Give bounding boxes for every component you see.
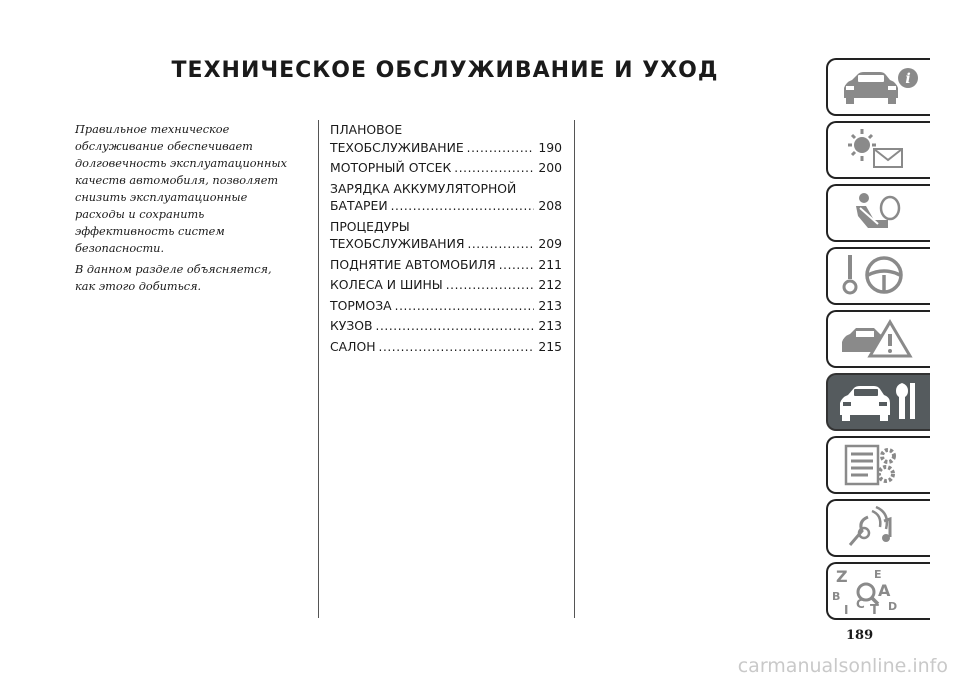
toc-entry-label: ПОДНЯТИЕ АВТОМОБИЛЯ	[330, 256, 496, 272]
index-letter-i: I	[844, 603, 849, 617]
toc-entry-label: КУЗОВ	[330, 318, 373, 333]
index-letter-b: B	[832, 590, 841, 603]
tab-warning-lights[interactable]	[826, 121, 930, 179]
toc-entry-label: КОЛЕСА И ШИНЫ	[330, 277, 443, 292]
toc-entry-line1: ЗАРЯДКА АККУМУЛЯТОРНОЙ	[330, 180, 517, 196]
svg-text:i: i	[905, 71, 911, 87]
toc-entry-page: 215	[538, 338, 562, 354]
toc-entry-page: 212	[538, 277, 562, 292]
car-info-icon	[828, 60, 930, 114]
chapter-tabs	[826, 58, 930, 625]
toc-entry-page: 190	[538, 139, 562, 155]
toc-leader	[467, 235, 534, 254]
toc-leader	[467, 139, 535, 158]
specs-gear-icon	[828, 438, 930, 492]
index-letter-t: T	[870, 603, 879, 618]
page-number: 189	[846, 628, 874, 643]
toc-entry-page: 213	[538, 318, 562, 333]
tab-car-info[interactable]	[826, 58, 930, 116]
tab-emergency[interactable]	[826, 310, 930, 368]
toc-leader	[376, 317, 535, 336]
toc-entry-label: БАТАРЕИ	[330, 198, 388, 213]
toc-entry-label: ТЕХОБСЛУЖИВАНИЕ	[330, 139, 464, 155]
tab-index[interactable]	[826, 562, 930, 620]
toc-entry-lifting-vehicle[interactable]	[330, 256, 562, 275]
toc-entry-wheels-tyres[interactable]	[330, 276, 562, 295]
toc-entry-engine-compartment[interactable]	[330, 159, 562, 178]
car-wrench-icon	[828, 375, 930, 429]
intro-paragraph-2: В данном разделе объясняется, как этого добиться.	[75, 263, 272, 293]
toc-leader	[454, 159, 534, 178]
index-letter-a: A	[878, 581, 891, 600]
index-letter-e: E	[874, 568, 882, 581]
column-divider-right	[574, 120, 575, 618]
tab-technical-data[interactable]	[826, 436, 930, 494]
toc-entry-scheduled-maintenance[interactable]	[330, 121, 562, 157]
toc-entry-brakes[interactable]	[330, 297, 562, 316]
table-of-contents	[330, 121, 562, 358]
tab-starting-driving[interactable]	[826, 247, 930, 305]
toc-entry-interior[interactable]	[330, 338, 562, 357]
toc-entry-label: САЛОН	[330, 338, 376, 354]
toc-leader	[395, 297, 535, 316]
toc-entry-label: МОТОРНЫЙ ОТСЕК	[330, 160, 452, 175]
tab-safety[interactable]	[826, 184, 930, 242]
warning-lights-message-icon	[828, 123, 930, 177]
index-letter-d: D	[888, 600, 898, 613]
column-divider-left	[318, 120, 319, 618]
toc-entry-label: ТОРМОЗА	[330, 297, 392, 313]
toc-entry-maintenance-procedures[interactable]	[330, 218, 562, 254]
watermark: carmanualsonline.info	[737, 655, 948, 677]
index-letter-c: C	[856, 597, 865, 611]
toc-leader	[379, 338, 535, 357]
toc-entry-page: 211	[538, 256, 562, 272]
toc-leader	[446, 276, 535, 295]
toc-leader	[499, 256, 535, 275]
toc-entry-line1: ПРОЦЕДУРЫ	[330, 218, 410, 234]
toc-entry-body[interactable]	[330, 317, 562, 336]
tab-maintenance[interactable]	[826, 373, 930, 431]
toc-entry-line1: ПЛАНОВОЕ	[330, 122, 403, 137]
page-title: ТЕХНИЧЕСКОЕ ОБСЛУЖИВАНИЕ И УХОД	[171, 58, 719, 83]
tab-multimedia[interactable]	[826, 499, 930, 557]
toc-entry-page: 208	[538, 198, 562, 213]
toc-leader	[391, 197, 535, 216]
intro-paragraph-1: Правильное техническое обслуживание обеспечивает долговечность эксплуатационных качеств автомобиля, позволяет снизить эксплуатационные расходы и сохранить эффективность систем безопасности.	[75, 123, 287, 255]
index-letter-z: Z	[836, 567, 848, 586]
toc-entry-page: 213	[538, 297, 562, 313]
toc-entry-battery-charging[interactable]	[330, 180, 562, 216]
toc-entry-page: 209	[538, 236, 562, 251]
toc-entry-page: 200	[538, 160, 562, 175]
multimedia-icon	[828, 501, 930, 555]
accident-warning-icon	[828, 312, 930, 366]
toc-entry-label: ТЕХОБСЛУЖИВАНИЯ	[330, 236, 465, 251]
intro-text	[75, 121, 295, 299]
seat-airbag-icon	[828, 186, 930, 240]
key-steering-wheel-icon	[828, 249, 930, 303]
index-letters-icon	[828, 564, 930, 618]
